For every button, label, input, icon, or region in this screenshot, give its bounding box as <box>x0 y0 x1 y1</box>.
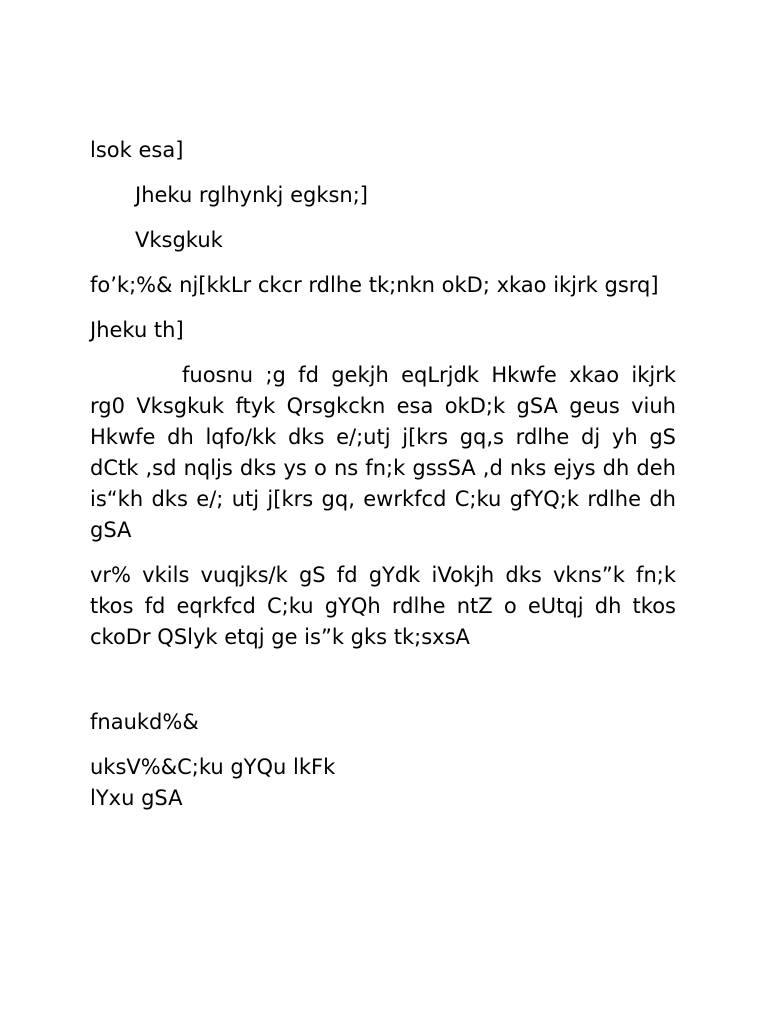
spacer <box>90 667 676 707</box>
body-paragraph-2: vr% vkils vuqjks/k gS fd gYdk iVokjh dks vkns”k fn;k tkos fd eqrkfcd C;ku gYQh rdlhe ntZ o eUtqj dh tkos ckoDr QSlyk etqj ge is”k gks tk;sxsA <box>90 563 676 649</box>
body-paragraph-1: fuosnu ;g fd gekjh eqLrjdk Hkwfe xkao ikjrk rg0 Vksgkuk ftyk Qrsgkckn esa okD;k gSA geus viuh Hkwfe dh lqfo/kk dks e/;utj j[krs gq,s rdlhe dj yh gS dCtk ,sd nqljs dks ys o ns fn;k gssSA ,d nks ejys dh deh is“kh dks e/; utj j[krs gq, ewrkfcd C;ku gfYQ;k rdlhe dh gSA <box>90 363 676 542</box>
note-block <box>90 752 676 814</box>
date-label: fnaukd%& <box>90 710 199 734</box>
recipient-line-1: Jheku rglhynkj egksn;] <box>135 183 368 207</box>
salutation: Jheku th] <box>90 318 184 342</box>
address-line: lsok esa] <box>90 138 184 162</box>
recipient-line-2: Vksgkuk <box>135 228 223 252</box>
note-line-2: lYxu gSA <box>90 786 183 810</box>
subject-line: fo’k;%& nj[kkLr ckcr rdlhe tk;nkn okD; xkao ikjrk gsrq] <box>90 273 659 297</box>
note-line-1: uksV%&C;ku gYQu lkFk <box>90 755 336 779</box>
document-page <box>90 135 676 828</box>
